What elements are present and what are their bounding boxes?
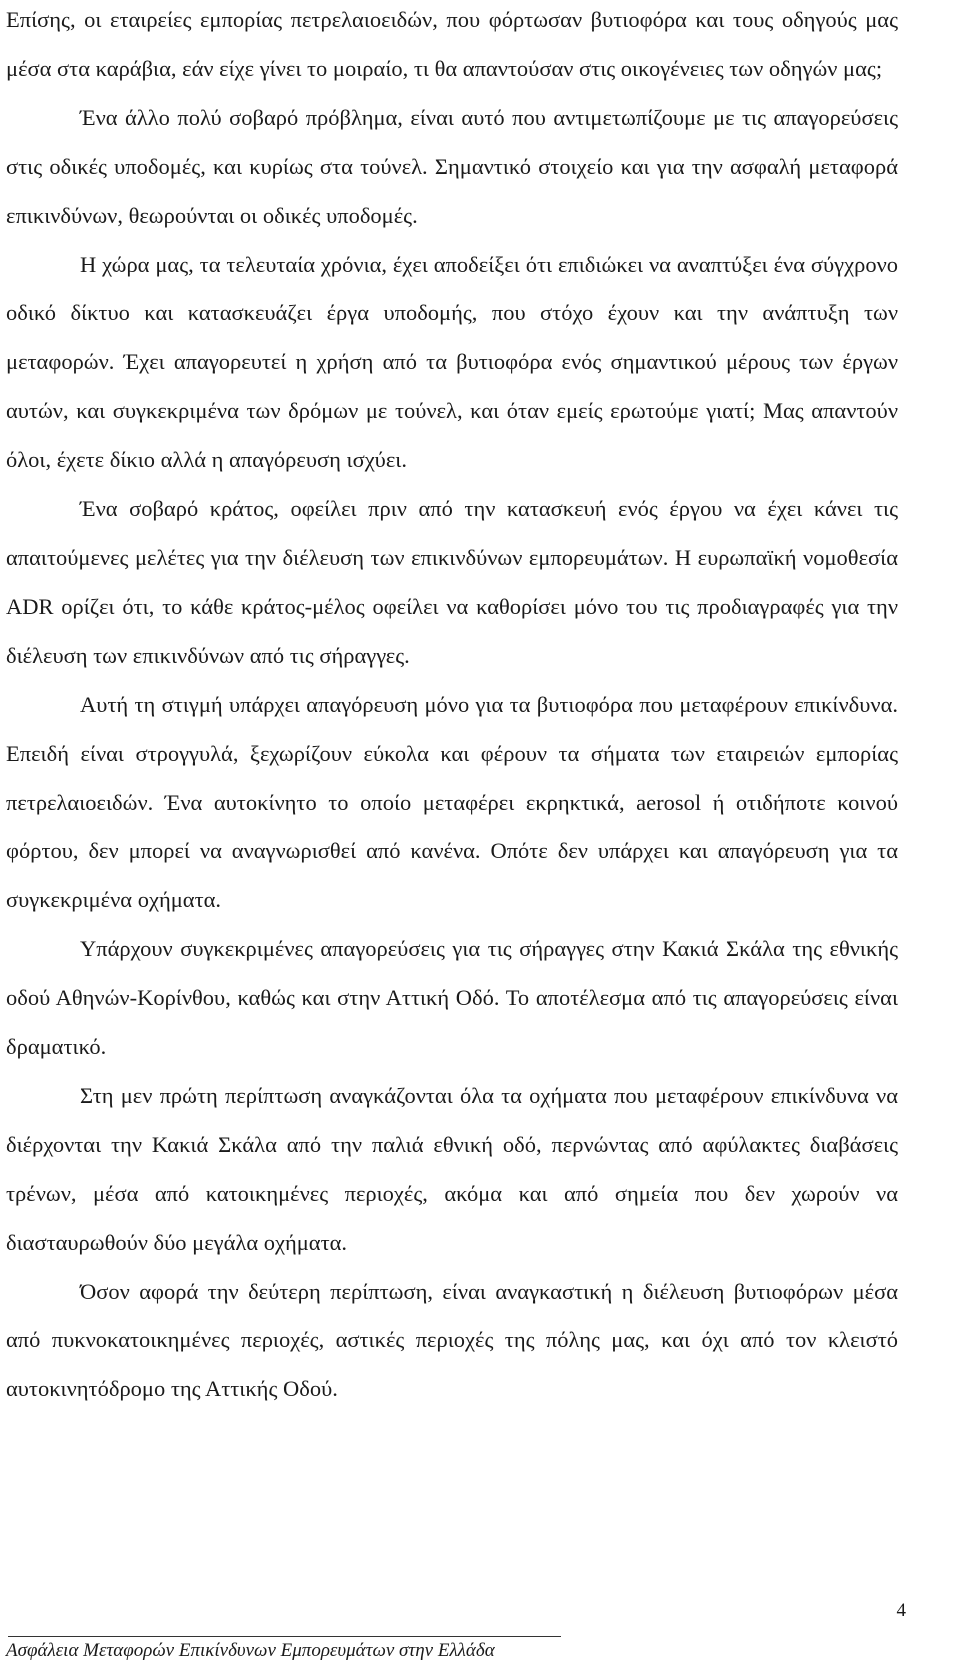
paragraph: Αυτή τη στιγμή υπάρχει απαγόρευση μόνο για τα βυτιοφόρα που μεταφέρουν επικίνδυνα. Επειδή είναι στρογγυλά, ξεχωρίζουν εύκολα και φέρουν τα σήματα των εταιρειών εμπορίας πετρελαιοειδών. Ένα αυτοκίνητο το οποίο μεταφέρει εκρηκτικά, aerosol ή οτιδήποτε κοινού φόρτου, δεν μπορεί να αναγνωρισθεί από κανένα. Οπότε δεν υπάρχει και απαγόρευση για τα συγκεκριμένα οχήματα. — [6, 691, 898, 913]
paragraph: Όσον αφορά την δεύτερη περίπτωση, είναι αναγκαστική η διέλευση βυτιοφόρων μέσα από πυκνοκατοικημένες περιοχές, αστικές περιοχές της πόλης μας, και όχι από τον κλειστό αυτοκινητόδρομο της Αττικής Οδού. — [6, 1278, 898, 1402]
footer-divider — [8, 1636, 561, 1637]
paragraph: Ένα σοβαρό κράτος, οφείλει πριν από την κατασκευή ενός έργου να έχει κάνει τις απαιτούμενες μελέτες για την διέλευση των επικινδύνων εμπορευμάτων. Η ευρωπαϊκή νομοθεσία ADR ορίζει ότι, το κάθε κράτος-μέλος οφείλει να καθορίσει μόνο του τις προδιαγραφές για την διέλευση των επικινδύνων από τις σήραγγες. — [6, 496, 898, 668]
document-body — [6, 0, 898, 1414]
paragraph: Επίσης, οι εταιρείες εμπορίας πετρελαιοειδών, που φόρτωσαν βυτιοφόρα και τους οδηγούς μας μέσα στα καράβια, εάν είχε γίνει το μοιραίο, τι θα απαντούσαν στις οικογένειες των οδηγών μας; — [6, 7, 898, 81]
paragraph: Υπάρχουν συγκεκριμένες απαγορεύσεις για τις σήραγγες στην Κακιά Σκάλα της εθνικής οδού Αθηνών-Κορίνθου, καθώς και στην Αττική Οδό. Το αποτέλεσμα από τις απαγορεύσεις είναι δραματικό. — [6, 936, 898, 1060]
paragraph: Στη μεν πρώτη περίπτωση αναγκάζονται όλα τα οχήματα που μεταφέρουν επικίνδυνα να διέρχονται την Κακιά Σκάλα από την παλιά εθνική οδό, περνώντας από αφύλακτες διαβάσεις τρένων, μέσα από κατοικημένες περιοχές, ακόμα και από σημεία που δεν χωρούν να διασταυρωθούν δύο μεγάλα οχήματα. — [6, 1082, 898, 1255]
paragraph: Η χώρα μας, τα τελευταία χρόνια, έχει αποδείξει ότι επιδιώκει να αναπτύξει ένα σύγχρονο οδικό δίκτυο και κατασκευάζει έργα υποδομής, που στόχο έχουν και την ανάπτυξη των μεταφορών. Έχει απαγορευτεί η χρήση από τα βυτιοφόρα ενός σημαντικού μέρους των έργων αυτών, και συγκεκριμένα των δρόμων με τούνελ, και όταν εμείς ερωτούμε γιατί; Μας απαντούν όλοι, έχετε δίκιο αλλά η απαγόρευση ισχύει. — [6, 251, 898, 473]
footer-title: Ασφάλεια Μεταφορών Επικίνδυνων Εμπορευμάτων στην Ελλάδα — [6, 1640, 495, 1661]
paragraph: Ένα άλλο πολύ σοβαρό πρόβλημα, είναι αυτό που αντιμετωπίζουμε με τις απαγορεύσεις στις οδικές υποδομές, και κυρίως στα τούνελ. Σημαντικό στοιχείο και για την ασφαλή μεταφορά επικινδύνων, θεωρούνται οι οδικές υποδομές. — [6, 104, 898, 228]
page-number: 4 — [896, 1600, 906, 1621]
